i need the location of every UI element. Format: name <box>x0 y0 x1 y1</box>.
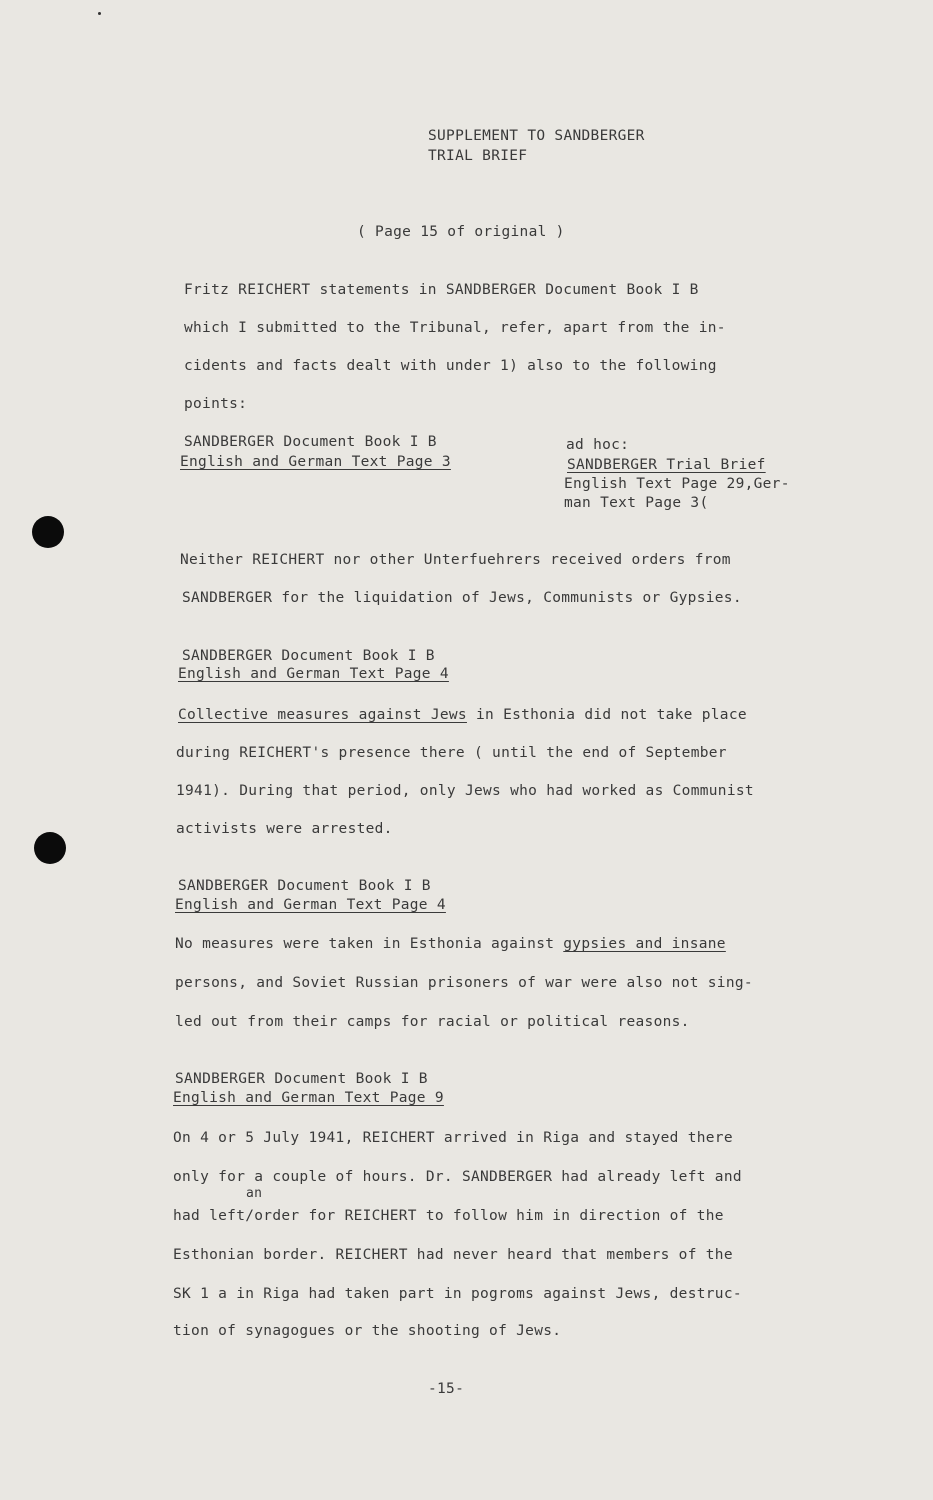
body-line: during REICHERT's presence there ( until the end of September <box>176 745 727 761</box>
reference-heading: SANDBERGER Document Book I B <box>175 1071 428 1087</box>
reference-heading: SANDBERGER Document Book I B <box>182 648 435 664</box>
ad-hoc-reference-line1: SANDBERGER Trial Brief <box>567 457 766 473</box>
document-title-line1: SUPPLEMENT TO SANDBERGER <box>428 128 645 144</box>
line-start: No measures were taken in Esthonia against <box>175 936 564 952</box>
body-line: led out from their camps for racial or political reasons. <box>175 1014 690 1030</box>
body-line: Esthonian border. REICHERT had never heard that members of the <box>173 1247 733 1263</box>
ad-hoc-label: ad hoc: <box>566 437 630 453</box>
ad-hoc-reference-line2: English Text Page 29,Ger- <box>564 476 790 492</box>
body-line: On 4 or 5 July 1941, REICHERT arrived in Riga and stayed there <box>173 1130 733 1146</box>
underlined-phrase: gypsies and insane <box>563 936 726 952</box>
reference-subheading: English and German Text Page 9 <box>173 1090 444 1106</box>
body-line: only for a couple of hours. Dr. SANDBERGER had already left and <box>173 1169 742 1185</box>
intro-line: Fritz REICHERT statements in SANDBERGER Document Book I B <box>184 282 699 298</box>
body-line: SANDBERGER for the liquidation of Jews, Communists or Gypsies. <box>182 590 742 606</box>
intro-line: which I submitted to the Tribunal, refer, apart from the in- <box>184 320 726 336</box>
intro-line: points: <box>184 396 248 412</box>
body-line: persons, and Soviet Russian prisoners of war were also not sing- <box>175 975 753 991</box>
reference-subheading: English and German Text Page 4 <box>175 897 446 913</box>
reference-subheading: English and German Text Page 3 <box>180 454 451 470</box>
punch-hole-top <box>32 516 64 548</box>
punch-hole-bottom <box>34 832 66 864</box>
paper-speck <box>98 12 101 15</box>
body-line: tion of synagogues or the shooting of Jews. <box>173 1323 562 1339</box>
line-continuation: in Esthonia did not take place <box>466 707 747 723</box>
ad-hoc-reference-line3: man Text Page 3( <box>564 495 709 511</box>
page-of-original: ( Page 15 of original ) <box>357 224 565 240</box>
reference-subheading: English and German Text Page 4 <box>178 666 449 682</box>
body-line: activists were arrested. <box>176 821 393 837</box>
reference-heading: SANDBERGER Document Book I B <box>184 434 437 450</box>
reference-heading: SANDBERGER Document Book I B <box>178 878 431 894</box>
handwritten-insertion: an <box>246 1186 263 1201</box>
body-line: SK 1 a in Riga had taken part in pogroms against Jews, destruc- <box>173 1286 742 1302</box>
body-line: had left/order for REICHERT to follow him in direction of the <box>173 1208 724 1224</box>
body-line: 1941). During that period, only Jews who had worked as Communist <box>176 783 754 799</box>
body-line <box>175 936 726 952</box>
document-title-line2: TRIAL BRIEF <box>428 148 528 164</box>
body-line <box>178 707 747 723</box>
body-line: Neither REICHERT nor other Unterfuehrers received orders from <box>180 552 731 568</box>
intro-line: cidents and facts dealt with under 1) also to the following <box>184 358 717 374</box>
page-number: -15- <box>428 1381 465 1397</box>
underlined-phrase: Collective measures against Jews <box>178 707 467 723</box>
